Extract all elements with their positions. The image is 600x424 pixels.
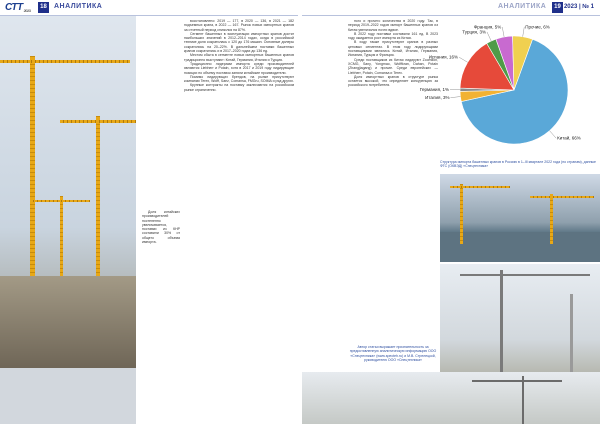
paragraph: Традиционно лидерами импорта среди производителей являются Liebherr и Potain, хотя в 2017 и 2019 году лидирующие позиции по объему поставок заняли китайские производители. (184, 61, 294, 75)
paragraph: Сегмент башенных в эксплуатации импортных кранов достиг наибольших значений в 2012–2014 годах, когда в российской технике доля сократилась с 120 до 176 машин. Основные дилеры сократились на 20–22%. В дальнейшем поставки башенных кранов сократились и в 2017–2020 годах до 136 ед. (184, 31, 294, 54)
crane-jib (472, 380, 562, 382)
cranes-horizon-photo (302, 372, 600, 424)
crane-jib (460, 274, 590, 276)
crane-mast (522, 376, 524, 424)
right-page-number: 19 (552, 2, 563, 13)
paragraph: Помимо лидирующих брендов, на рынке присутствуют компании Terex, Wolff, Saez, Comansa, FMGru, SOIMA и ряд других. (184, 74, 295, 84)
left-main-column (184, 19, 294, 92)
right-main-column (348, 19, 438, 88)
pie-leader-line (487, 32, 491, 41)
pie-slice-label: Турция, 3% (462, 29, 487, 35)
pie-leader-line (459, 57, 468, 62)
paragraph: Доля импортных кранов в структуре рынка остается высокой, что определяет конкуренцию за российского потребителя. (348, 74, 438, 88)
right-section-title: АНАЛИТИКА (498, 3, 547, 10)
pie-slice-label: Прочие, 6% (525, 24, 550, 30)
construction-cranes-photo (0, 16, 136, 368)
crane-photo-bottom (0, 368, 136, 424)
magazine-logo: СТТ2023 (5, 2, 31, 13)
paragraph: Местом сбыта в сегменте новых импортных башенных кранов традиционно выступают: Китай, Германия, Италия и Турция. (184, 53, 294, 62)
crane-mast (570, 294, 573, 372)
building-site (0, 276, 136, 368)
crane-jib (450, 186, 510, 188)
pie-leader-line (523, 27, 525, 37)
pie-slice-label: Германия, 1% (419, 87, 450, 93)
crane-mast (550, 194, 553, 244)
left-narrow-column (142, 210, 180, 244)
left-section-title: АНАЛИТИКА (54, 3, 103, 10)
paragraph: В ходу также присутствуют кранов в разных ценовых сегментах. В этом году лидирующими поставщиками являлись Китай, Италия, Германия, Испания, Турция и Франция. (348, 40, 438, 58)
pie-leader-line (450, 97, 460, 98)
pie-slice-label: Италия, 3% (425, 95, 450, 101)
author-credit: Автор статьи выражает признательность за предоставленную аналитическую информацию ООО «Спецтехника» (www.specteh.ru) и М.В. Стрелецкой, руководителю ООО «Спецтехника» (349, 345, 437, 362)
right-page-header (302, 0, 600, 15)
tower-cranes-photo (440, 264, 600, 372)
import-structure-pie-chart (419, 16, 600, 156)
water-area (440, 232, 600, 262)
crane-jib (530, 196, 594, 198)
left-page-header (0, 0, 298, 15)
paragraph: Крупные контракты на поставку заключаются на российском рынке ограниченно. (184, 83, 294, 92)
crane-jib (0, 60, 130, 63)
paragraph: Среди поставщиков из Китая лидируют Zoomlion, XCMG, Sany, Yongmao, Wolffkran, Dahan, Potain (Zhangjiagang) и прочие. Среди европейских — Liebherr, Potain, Comansa и Terex. (348, 57, 438, 75)
paragraph: В 2022 году поставки составили 161 ед. В 2023 году ожидается рост импорта из Китая. (348, 31, 438, 41)
crane-mast (460, 184, 463, 244)
left-page-number: 18 (38, 2, 49, 13)
crane-jib (60, 120, 136, 123)
pie-chart-svg (419, 16, 600, 156)
crane-mast (500, 270, 503, 372)
port-cranes-photo (440, 174, 600, 262)
chart-caption: Структура импорта башенных кранов в Россию в 1–III квартале 2022 года (по странам), данные ФТС (ОКВЭД) «Спецтехника» (440, 160, 596, 168)
pie-slice-label: Китай, 66% (557, 135, 581, 141)
paragraph: ного и прочего количества в 2020 году. Так, в период 2019–2022 годов импорт башенных кранов из Китая увеличился почти вдвое. (348, 19, 438, 32)
paragraph: восстановлено: 2019 — 177, в 2020 — 136, в 2021 — 182 подъемных крана, в 2022 — 167. Рынок новых импортных кранов за отчетный период снизился на 87%. (184, 19, 294, 32)
issue-number: 2023 | № 1 (563, 4, 594, 10)
crane-jib (30, 200, 90, 202)
pie-slice-label: Франция, 5% (473, 24, 502, 30)
pie-leader-line (550, 131, 557, 139)
paragraph: Доля китайских производителей постепенно увеличивается, поставки из КНР составили 30% от общего объема импорта. (142, 210, 180, 245)
pie-leader-line (502, 27, 504, 37)
pie-slice-label: Испания, 16% (428, 54, 459, 60)
